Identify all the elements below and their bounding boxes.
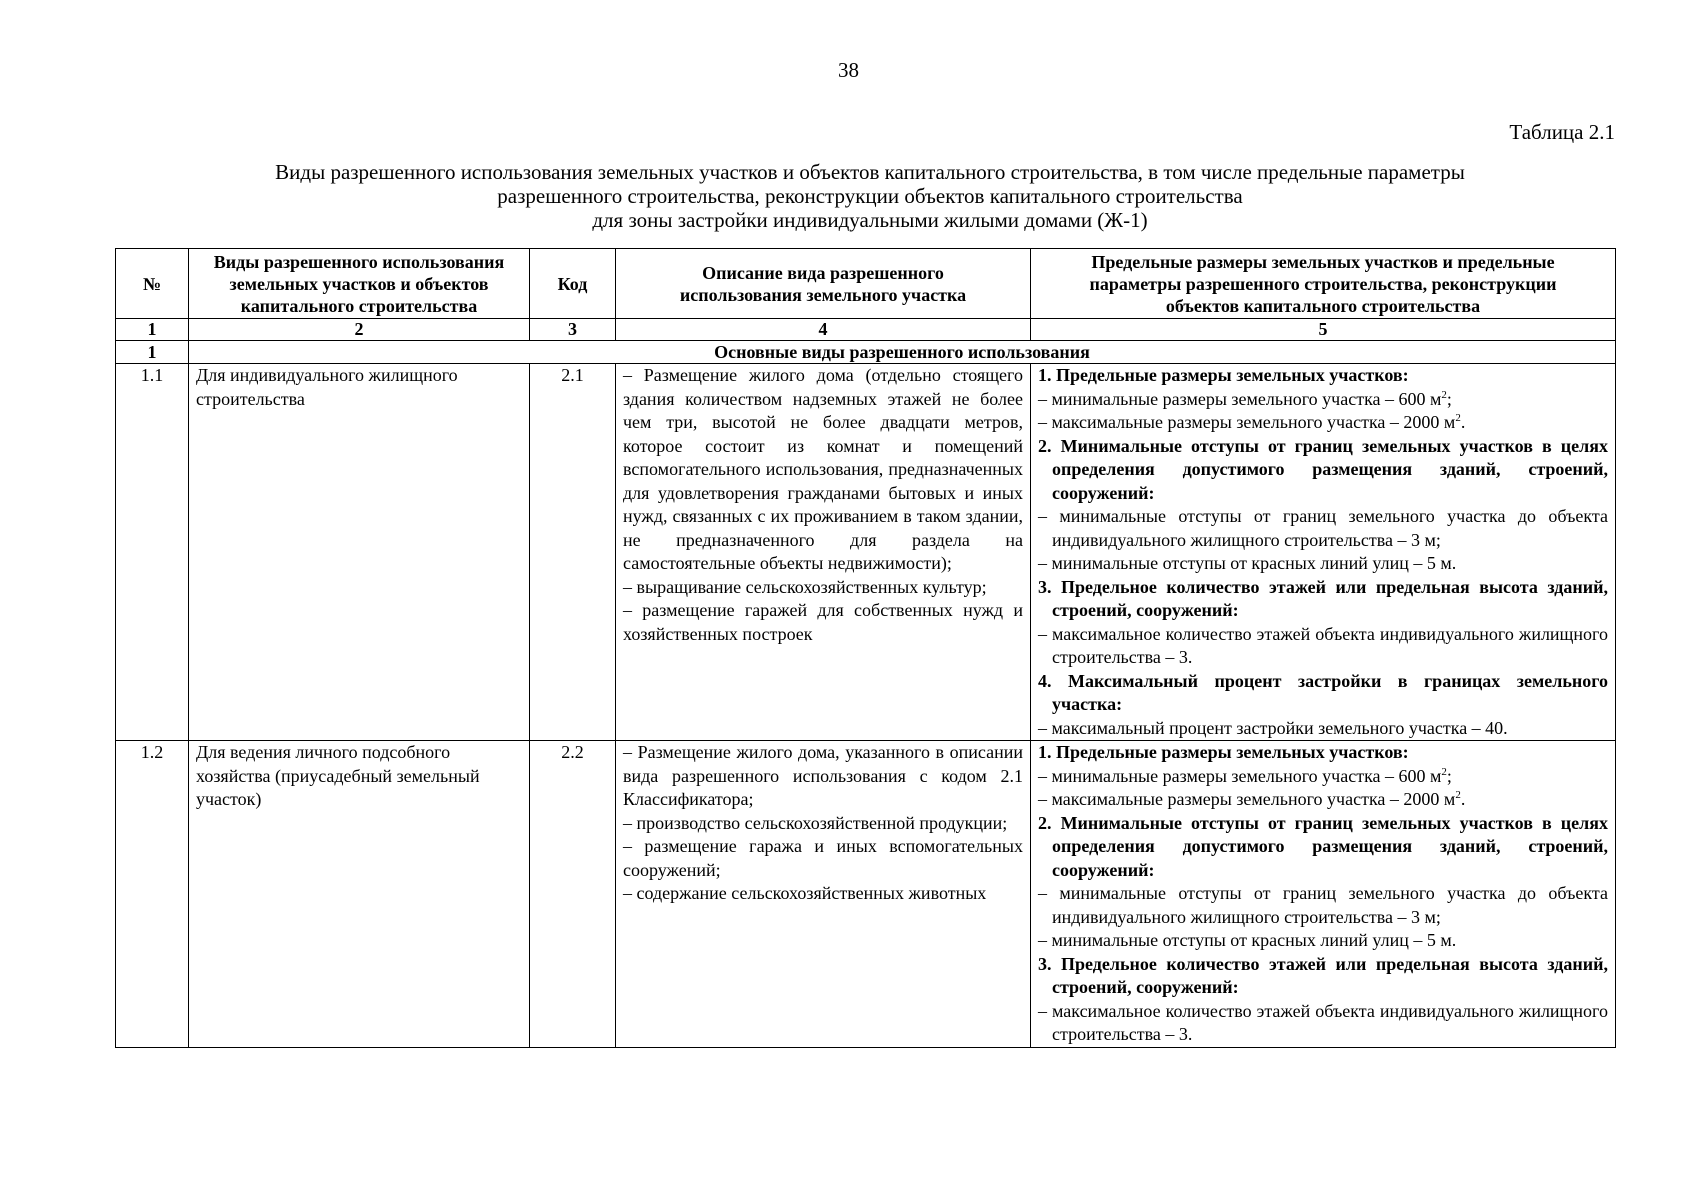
description-item: – производство сельскохозяйственной продукции; bbox=[623, 812, 1008, 833]
table-row bbox=[116, 364, 1616, 741]
column-number: 5 bbox=[1031, 319, 1616, 341]
parameter-heading: 2. Минимальные отступы от границ земельных участков в целях определения допустимого размещения зданий, строений, сооружений: bbox=[1038, 812, 1608, 880]
title-line: для зоны застройки индивидуальными жилыми домами (Ж-1) bbox=[592, 208, 1148, 232]
parameter-heading: 4. Максимальный процент застройки в границах земельного участка: bbox=[1038, 670, 1608, 714]
description-item: – выращивание сельскохозяйственных культур; bbox=[623, 576, 987, 597]
parameter-item bbox=[1038, 765, 1608, 789]
title-line: Виды разрешенного использования земельных участков и объектов капитального строительства, в том числе предельные параметры bbox=[275, 160, 1465, 184]
unit-superscript: 2 bbox=[1455, 412, 1461, 424]
page-number: 38 bbox=[838, 58, 859, 82]
use-type-name: Для ведения личного подсобного хозяйства (приусадебный земельный участок) bbox=[189, 741, 530, 1048]
table-label: Таблица 2.1 bbox=[1509, 120, 1615, 144]
parameter-text: – минимальные размеры земельного участка – 600 м bbox=[1038, 765, 1442, 786]
column-number: 1 bbox=[116, 319, 189, 341]
parameter-punctuation: ; bbox=[1446, 388, 1452, 409]
column-number-row bbox=[116, 319, 1616, 341]
table-body bbox=[116, 364, 1616, 1048]
parameter-text: – максимальный процент застройки земельного участка – 40. bbox=[1038, 717, 1508, 738]
section-title: Основные виды разрешенного использования bbox=[189, 341, 1616, 364]
parameter-item bbox=[1038, 505, 1608, 552]
parameter-item bbox=[1038, 623, 1608, 670]
header-code: Код bbox=[530, 249, 616, 319]
parameter-item bbox=[1038, 411, 1608, 435]
section-row bbox=[116, 341, 1616, 364]
column-number: 4 bbox=[616, 319, 1031, 341]
use-type-name: Для индивидуального жилищного строительства bbox=[189, 364, 530, 741]
unit-superscript: 2 bbox=[1455, 789, 1461, 801]
use-description bbox=[616, 741, 1031, 1048]
parameter-item bbox=[1038, 388, 1608, 412]
parameter-text: – максимальное количество этажей объекта индивидуального жилищного строительства – 3. bbox=[1038, 623, 1608, 667]
parameter-punctuation: . bbox=[1460, 789, 1466, 809]
parameter-item bbox=[1038, 552, 1608, 576]
column-number: 2 bbox=[189, 319, 530, 341]
parameter-text: – минимальные отступы от красных линий улиц – 5 м. bbox=[1038, 930, 1457, 950]
header-description: Описание вида разрешенного использования земельного участка bbox=[616, 249, 1031, 319]
parameter-heading: 3. Предельное количество этажей или предельная высота зданий, строений, сооружений: bbox=[1038, 953, 1608, 997]
parameter-text: – минимальные отступы от границ земельного участка до объекта индивидуального жилищного строительства – 3 м; bbox=[1038, 506, 1608, 550]
header-parameters: Предельные размеры земельных участков и предельные параметры разрешенного строительства, реконструкции объектов капитального строительства bbox=[1031, 249, 1616, 319]
row-number: 1.2 bbox=[116, 741, 189, 1048]
description-item: – размещение гаража и иных вспомогательных сооружений; bbox=[623, 836, 1023, 880]
description-item: – Размещение жилого дома, указанного в описании вида разрешенного использования с кодом 2.1 Классификатора; bbox=[623, 742, 1023, 809]
document-title bbox=[140, 160, 1600, 232]
parameter-text: – максимальное количество этажей объекта индивидуального жилищного строительства – 3. bbox=[1038, 1000, 1608, 1044]
use-parameters bbox=[1031, 741, 1616, 1048]
title-line: разрешенного строительства, реконструкции объектов капитального строительства bbox=[497, 184, 1243, 208]
section-number: 1 bbox=[116, 341, 189, 364]
use-parameters bbox=[1031, 364, 1616, 741]
parameter-text: – максимальные размеры земельного участка – 2000 м bbox=[1038, 789, 1456, 809]
parameter-text: – максимальные размеры земельного участка – 2000 м bbox=[1038, 412, 1456, 432]
parameter-text: – минимальные размеры земельного участка – 600 м bbox=[1038, 388, 1442, 409]
description-item: – Размещение жилого дома (отдельно стоящего здания количеством надземных этажей не более чем три, высотой не более двадцати метров, которое состоит из комнат и помещений вспомогательного использования, предназначенных для удовлетворения гражданами бытовых и иных нужд, связанных с их проживанием в таком здании, не предназначенного для раздела на самостоятельные объекты недвижимости); bbox=[623, 365, 1023, 573]
use-description bbox=[616, 364, 1031, 741]
parameter-item bbox=[1038, 717, 1608, 741]
parameter-text: – минимальные отступы от красных линий улиц – 5 м. bbox=[1038, 553, 1457, 573]
unit-superscript: 2 bbox=[1441, 765, 1447, 778]
table-row bbox=[116, 741, 1616, 1048]
parameter-punctuation: ; bbox=[1446, 765, 1452, 786]
parameter-text: – минимальные отступы от границ земельного участка до объекта индивидуального жилищного строительства – 3 м; bbox=[1038, 883, 1608, 927]
land-use-table bbox=[115, 248, 1616, 1048]
row-number: 1.1 bbox=[116, 364, 189, 741]
parameter-heading: 1. Предельные размеры земельных участков: bbox=[1038, 742, 1409, 762]
unit-superscript: 2 bbox=[1441, 388, 1447, 401]
description-item: – размещение гаражей для собственных нужд и хозяйственных построек bbox=[623, 600, 1023, 644]
header-number: № bbox=[116, 249, 189, 319]
header-use-type: Виды разрешенного использования земельных участков и объектов капитального строительства bbox=[189, 249, 530, 319]
parameter-heading: 2. Минимальные отступы от границ земельных участков в целях определения допустимого размещения зданий, строений, сооружений: bbox=[1038, 435, 1608, 503]
parameter-item bbox=[1038, 929, 1608, 953]
parameter-heading: 1. Предельные размеры земельных участков: bbox=[1038, 365, 1409, 385]
parameter-heading: 3. Предельное количество этажей или предельная высота зданий, строений, сооружений: bbox=[1038, 576, 1608, 620]
parameter-item bbox=[1038, 788, 1608, 812]
column-number: 3 bbox=[530, 319, 616, 341]
use-code: 2.2 bbox=[530, 741, 616, 1048]
parameter-punctuation: . bbox=[1460, 412, 1466, 432]
parameter-item bbox=[1038, 1000, 1608, 1047]
parameter-item bbox=[1038, 882, 1608, 929]
use-code: 2.1 bbox=[530, 364, 616, 741]
description-item: – содержание сельскохозяйственных животных bbox=[623, 883, 987, 903]
